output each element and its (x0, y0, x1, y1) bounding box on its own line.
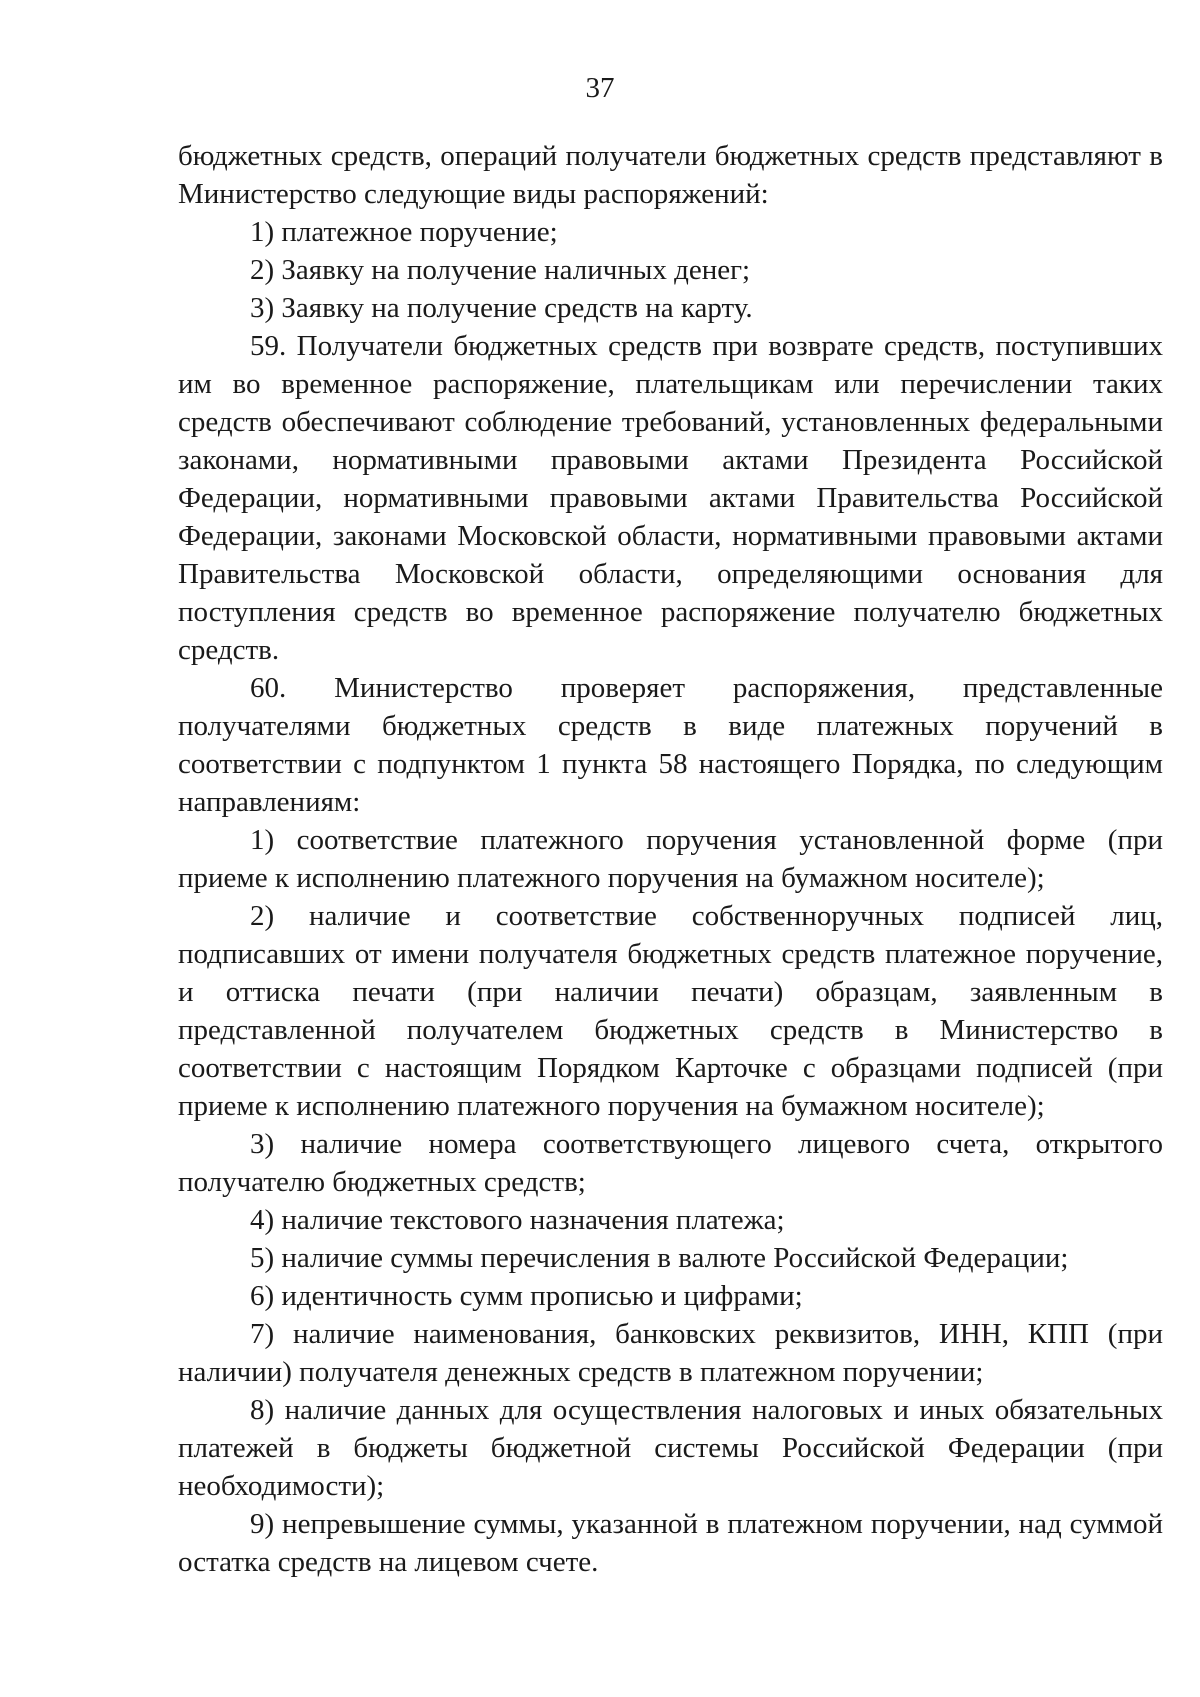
list-item-payment-order: 1) платежное поручение; (250, 216, 558, 248)
paragraph-60: 60. Министерство проверяет распоряжения, представленные получателями бюджетных средств в виде платежных поручений в соответствии с подпунктом 1 пункта 58 настоящего Порядка, по следующим направлениям: (178, 672, 1163, 818)
document-body (178, 137, 1163, 1581)
check-item-4: 4) наличие текстового назначения платежа; (250, 1204, 785, 1236)
paragraph-intro: бюджетных средств, операций получатели бюджетных средств представляют в Министерство следующие виды распоряжений: (178, 140, 1163, 210)
check-item-7: 7) наличие наименования, банковских реквизитов, ИНН, КПП (при наличии) получателя денежных средств в платежном поручении; (178, 1318, 1163, 1388)
list-item-card-request: 3) Заявку на получение средств на карту. (250, 292, 753, 324)
check-item-8: 8) наличие данных для осуществления налоговых и иных обязательных платежей в бюджеты бюджетной системы Российской Федерации (при необходимости); (178, 1394, 1163, 1502)
check-item-3: 3) наличие номера соответствующего лицевого счета, открытого получателю бюджетных средств; (178, 1128, 1163, 1198)
check-item-1: 1) соответствие платежного поручения установленной форме (при приеме к исполнению платежного поручения на бумажном носителе); (178, 824, 1163, 894)
check-item-2: 2) наличие и соответствие собственноручных подписей лиц, подписавших от имени получателя бюджетных средств платежное поручение, и оттиска печати (при наличии печати) образцам, заявленным в представленной получателем бюджетных средств в Министерство в соответствии с настоящим Порядком Карточке с образцами подписей (при приеме к исполнению платежного поручения на бумажном носителе); (178, 900, 1163, 1122)
check-item-5: 5) наличие суммы перечисления в валюте Российской Федерации; (250, 1242, 1069, 1274)
page-number: 37 (585, 72, 615, 104)
paragraph-59: 59. Получатели бюджетных средств при возврате средств, поступивших им во временное распоряжение, плательщикам или перечислении таких средств обеспечивают соблюдение требований, установленных федеральными законами, нормативными правовыми актами Президента Российской Федерации, нормативными правовыми актами Правительства Российской Федерации, законами Московской области, нормативными правовыми актами Правительства Московской области, определяющими основания для поступления средств во временное распоряжение получателю бюджетных средств. (178, 330, 1163, 666)
check-item-6: 6) идентичность сумм прописью и цифрами; (250, 1280, 803, 1312)
check-item-9: 9) непревышение суммы, указанной в платежном поручении, над суммой остатка средств на лицевом счете. (178, 1508, 1163, 1578)
list-item-cash-request: 2) Заявку на получение наличных денег; (250, 254, 751, 286)
